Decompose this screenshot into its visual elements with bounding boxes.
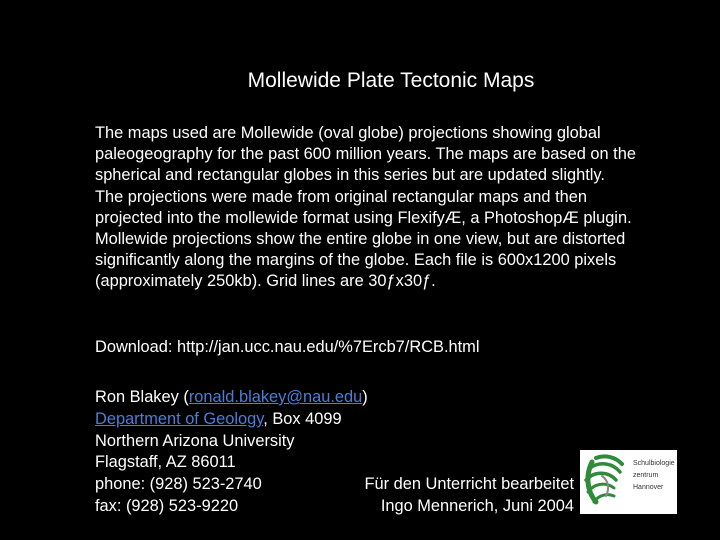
contact-name-line	[95, 387, 368, 409]
contact-university: Northern Arizona University	[95, 431, 295, 450]
credit-line-2: Ingo Mennerich, Juni 2004	[380, 497, 574, 515]
contact-city: Flagstaff, AZ 86011	[95, 453, 236, 472]
logo-graphic	[580, 450, 677, 514]
contact-block	[95, 387, 368, 518]
schulbiologiezentrum-logo	[580, 450, 677, 514]
download-text: Download: http://jan.ucc.nau.edu/%7Ercb7/RCB.html	[95, 338, 480, 356]
contact-box: , Box 4099	[263, 409, 342, 428]
contact-name-close: )	[362, 388, 368, 406]
logo-text-3: Hannover	[633, 484, 664, 491]
description-line: spherical and rectangular globes in this series but are updated slightly.	[95, 166, 605, 185]
credit-line-1: Für den Unterricht bearbeitet	[364, 475, 574, 493]
description-line: Mollewide projections show the entire globe in one view, but are distorted	[95, 230, 626, 249]
contact-fax: fax: (928) 523-9220	[95, 496, 239, 515]
contact-department-line	[95, 409, 368, 431]
contact-name: Ron Blakey (	[95, 388, 189, 406]
logo-text-1: Schulbiologie	[633, 460, 675, 467]
description-paragraph	[95, 123, 695, 293]
description-line: The projections were made from original rectangular maps and then	[95, 187, 587, 206]
description-line: significantly along the margins of the globe. Each file is 600x1200 pixels	[95, 251, 617, 270]
description-line: The maps used are Mollewide (oval globe) projections showing global	[95, 124, 601, 142]
page-title: Mollewide Plate Tectonic Maps	[247, 69, 535, 92]
description-line: (approximately 250kb). Grid lines are 30ƒx30ƒ.	[95, 272, 436, 291]
contact-phone: phone: (928) 523-2740	[95, 475, 262, 494]
credit-block	[364, 473, 574, 517]
description-line: paleogeography for the past 600 million years. The maps are based on the	[95, 145, 636, 164]
email-link[interactable]: ronald.blakey@nau.edu	[188, 388, 363, 406]
description-line: projected into the mollewide format using FlexifyÆ, a PhotoshopÆ plugin.	[95, 208, 632, 227]
department-link[interactable]: Department of Geology	[95, 409, 264, 428]
logo-text-2: zentrum	[633, 472, 659, 479]
